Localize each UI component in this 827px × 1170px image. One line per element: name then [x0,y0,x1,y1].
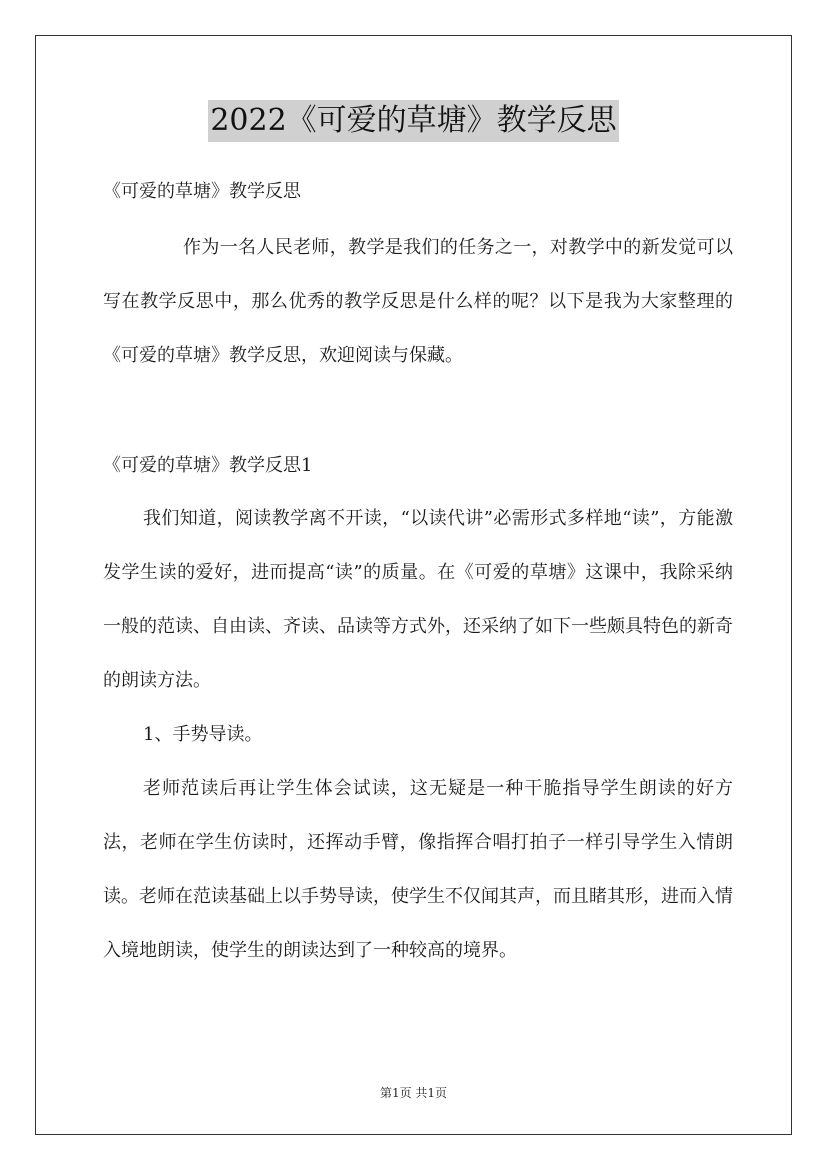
document-title: 2022《可爱的草塘》教学反思 [208,100,618,142]
list-item-1: 1、手势导读。 [143,724,263,745]
body-paragraph-2: 老师范读后再让学生体会试读，这无疑是一种干脆指导学生朗读的好方法，老师在学生仿读时，还挥动手臂，像指挥合唱打拍子一样引导学生入情朗读。老师在范读基础上以手势导读，使学生不仅闻其声，而且睹其形，进而入情入境地朗读，使学生的朗读达到了一种较高的境界。 [103,778,733,961]
title-container [0,100,827,142]
intro-paragraph: 作为一名人民老师，教学是我们的任务之一，对教学中的新发觉可以写在教学反思中，那么优秀的教学反思是什么样的呢？以下是我为大家整理的《可爱的草塘》教学反思，欢迎阅读与保藏。 [103,237,733,366]
page-number-footer: 第1页 共1页 [379,1086,448,1100]
body-paragraph-1: 我们知道，阅读教学离不开读，“以读代讲”必需形式多样地“读”，方能激发学生读的爱好，进而提高“读”的质量。在《可爱的草塘》这课中，我除采纳一般的范读、自由读、齐读、品读等方式外，还采纳了如下一些颇具特色的新奇的朗读方法。 [103,508,733,691]
document-subtitle: 《可爱的草塘》教学反思 [103,181,301,202]
section-heading: 《可爱的草塘》教学反思1 [103,455,313,476]
